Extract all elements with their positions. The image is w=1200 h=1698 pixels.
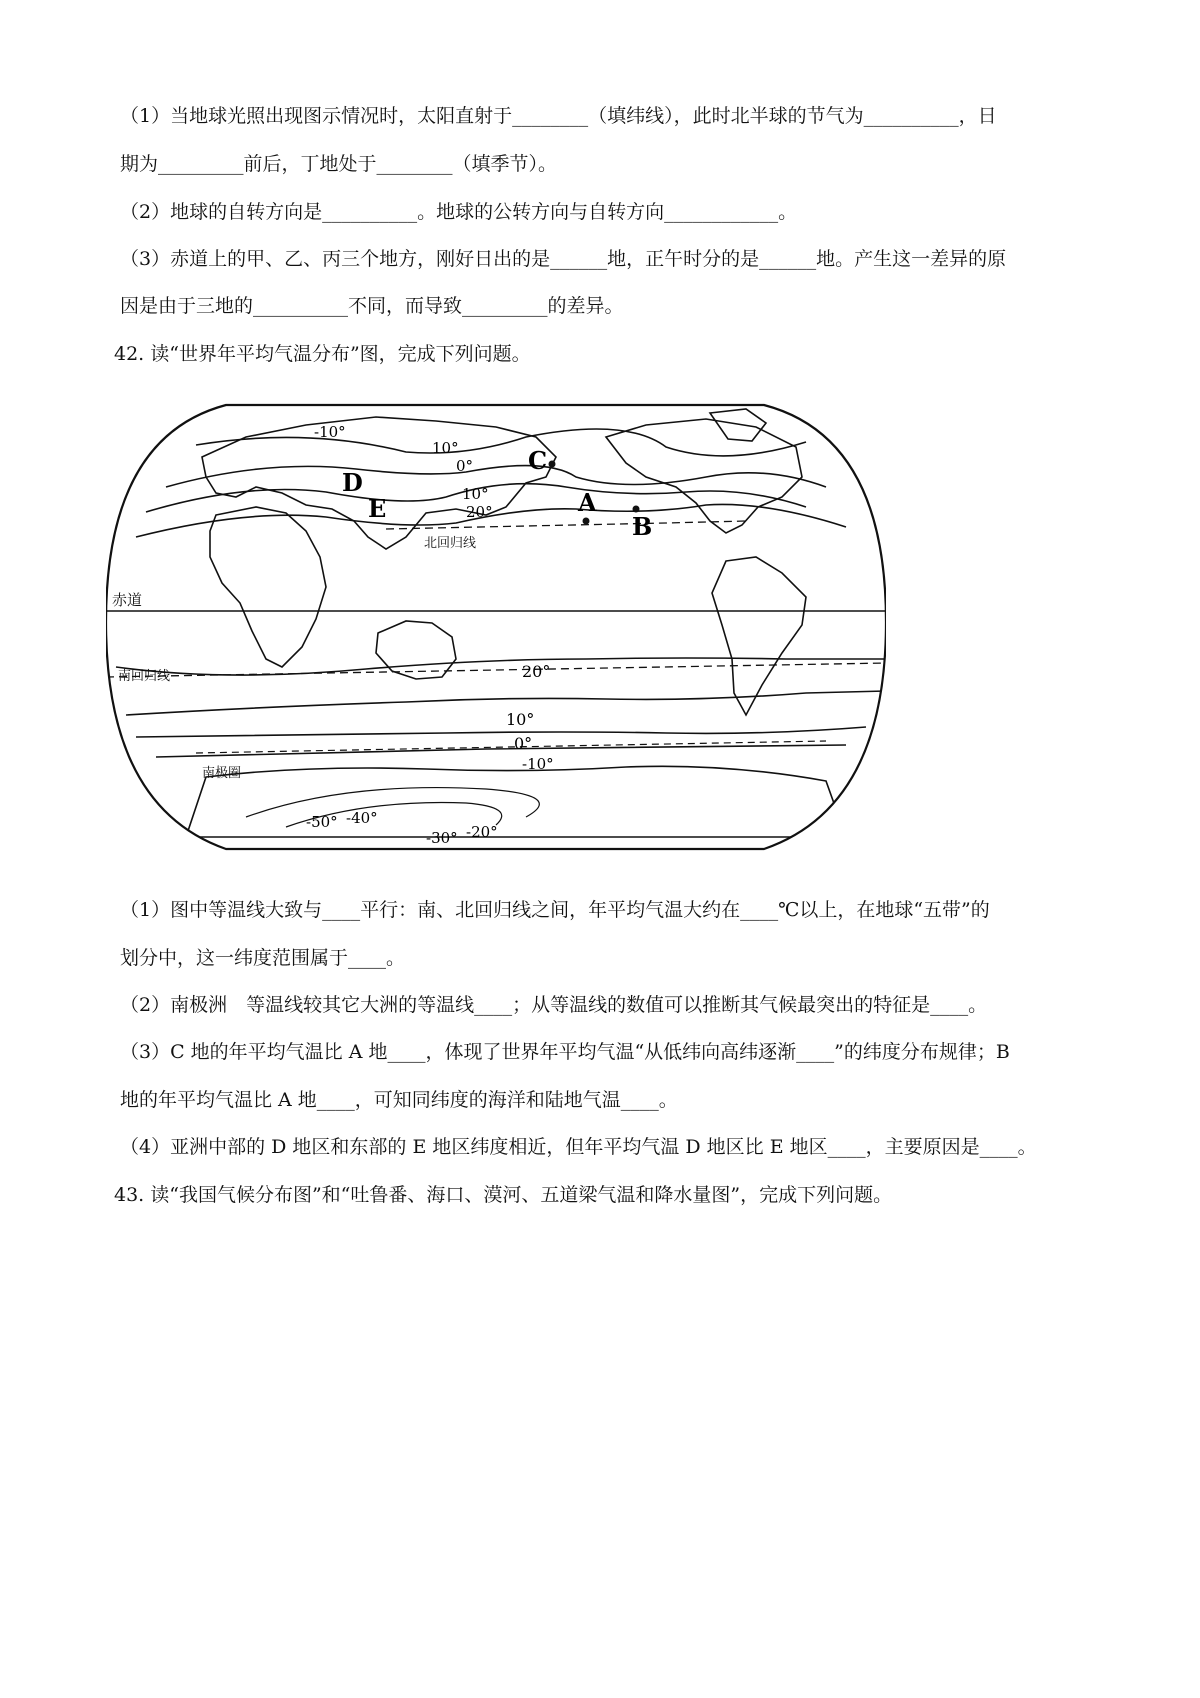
isotherm-label-s-minus40: -40° [346,809,378,827]
point-label-d: D [342,468,363,497]
isotherm-label-s-0: 0° [514,734,533,753]
q41-line-1: （1）当地球光照出现图示情况时，太阳直射于________（填纬线），此时北半球的节气为__________，日 [120,105,997,127]
q42-line-6: （4）亚洲中部的 D 地区和东部的 E 地区纬度相近，但年平均气温 D 地区比 E 地区____，主要原因是____。 [120,1136,1037,1158]
label-tropic-cancer: 北回归线 [424,536,477,551]
q42-line-2: 划分中，这一纬度范围属于____。 [120,947,406,969]
isotherm-label-s-minus50: -50° [306,813,338,831]
q42-line-3: （2）南极洲 等温线较其它大洲的等温线____；从等温线的数值可以推断其气候最突出的特征是____。 [120,994,988,1016]
q42-line-5: 地的年平均气温比 A 地____，可知同纬度的海洋和陆地气温____。 [120,1089,678,1111]
q42-title: 42. 读“世界年平均气温分布”图，完成下列问题。 [114,343,531,365]
point-c-marker [549,461,556,468]
isotherm-label-s-20: 20° [522,662,551,681]
q42-line-4: （3）C 地的年平均气温比 A 地____，体现了世界年平均气温“从低纬向高纬逐渐____”的纬度分布规律；B [120,1041,1010,1063]
isotherm-label-n-0: 0° [456,457,474,475]
point-label-a: A [578,488,597,517]
isotherm-label-s-10: 10° [506,710,535,729]
label-equator: 赤道 [112,591,143,609]
isotherm-label-s-minus30: -30° [426,829,458,847]
point-a-marker [583,518,590,525]
isotherm-label-n-minus10-west: -10° [314,423,346,441]
map-frame [106,405,886,849]
isotherm-label-s-minus10: -10° [522,755,554,773]
point-label-b: B [632,512,653,541]
isotherm-label-n-10-top: 10° [432,439,459,457]
q41-line-3: （2）地球的自转方向是__________。地球的公转方向与自转方向____________。 [120,201,798,223]
point-label-e: E [368,494,387,523]
isotherm-label-n-10: 10° [462,485,489,503]
q41-line-2: 期为_________前后，丁地处于________（填季节）。 [120,153,558,175]
q42-line-1: （1）图中等温线大致与____平行：南、北回归线之间，年平均气温大约在____℃以上，在地球“五带”的 [120,899,990,921]
isotherm-label-n-20: 20° [466,503,493,521]
world-temperature-map [106,397,886,857]
q41-line-5: 因是由于三地的__________不同，而导致_________的差异。 [120,295,624,317]
label-tropic-capricorn: 南回归线 [118,669,171,684]
q41-line-4: （3）赤道上的甲、乙、丙三个地方，刚好日出的是______地，正午时分的是______地。产生这一差异的原 [120,248,1007,270]
isotherm-label-s-minus20: -20° [466,823,498,841]
point-label-c: C [528,446,548,475]
label-antarctic-circle: 南极圈 [202,766,242,781]
q43-title: 43. 读“我国气候分布图”和“吐鲁番、海口、漠河、五道梁气温和降水量图”，完成下列问题。 [114,1184,893,1206]
